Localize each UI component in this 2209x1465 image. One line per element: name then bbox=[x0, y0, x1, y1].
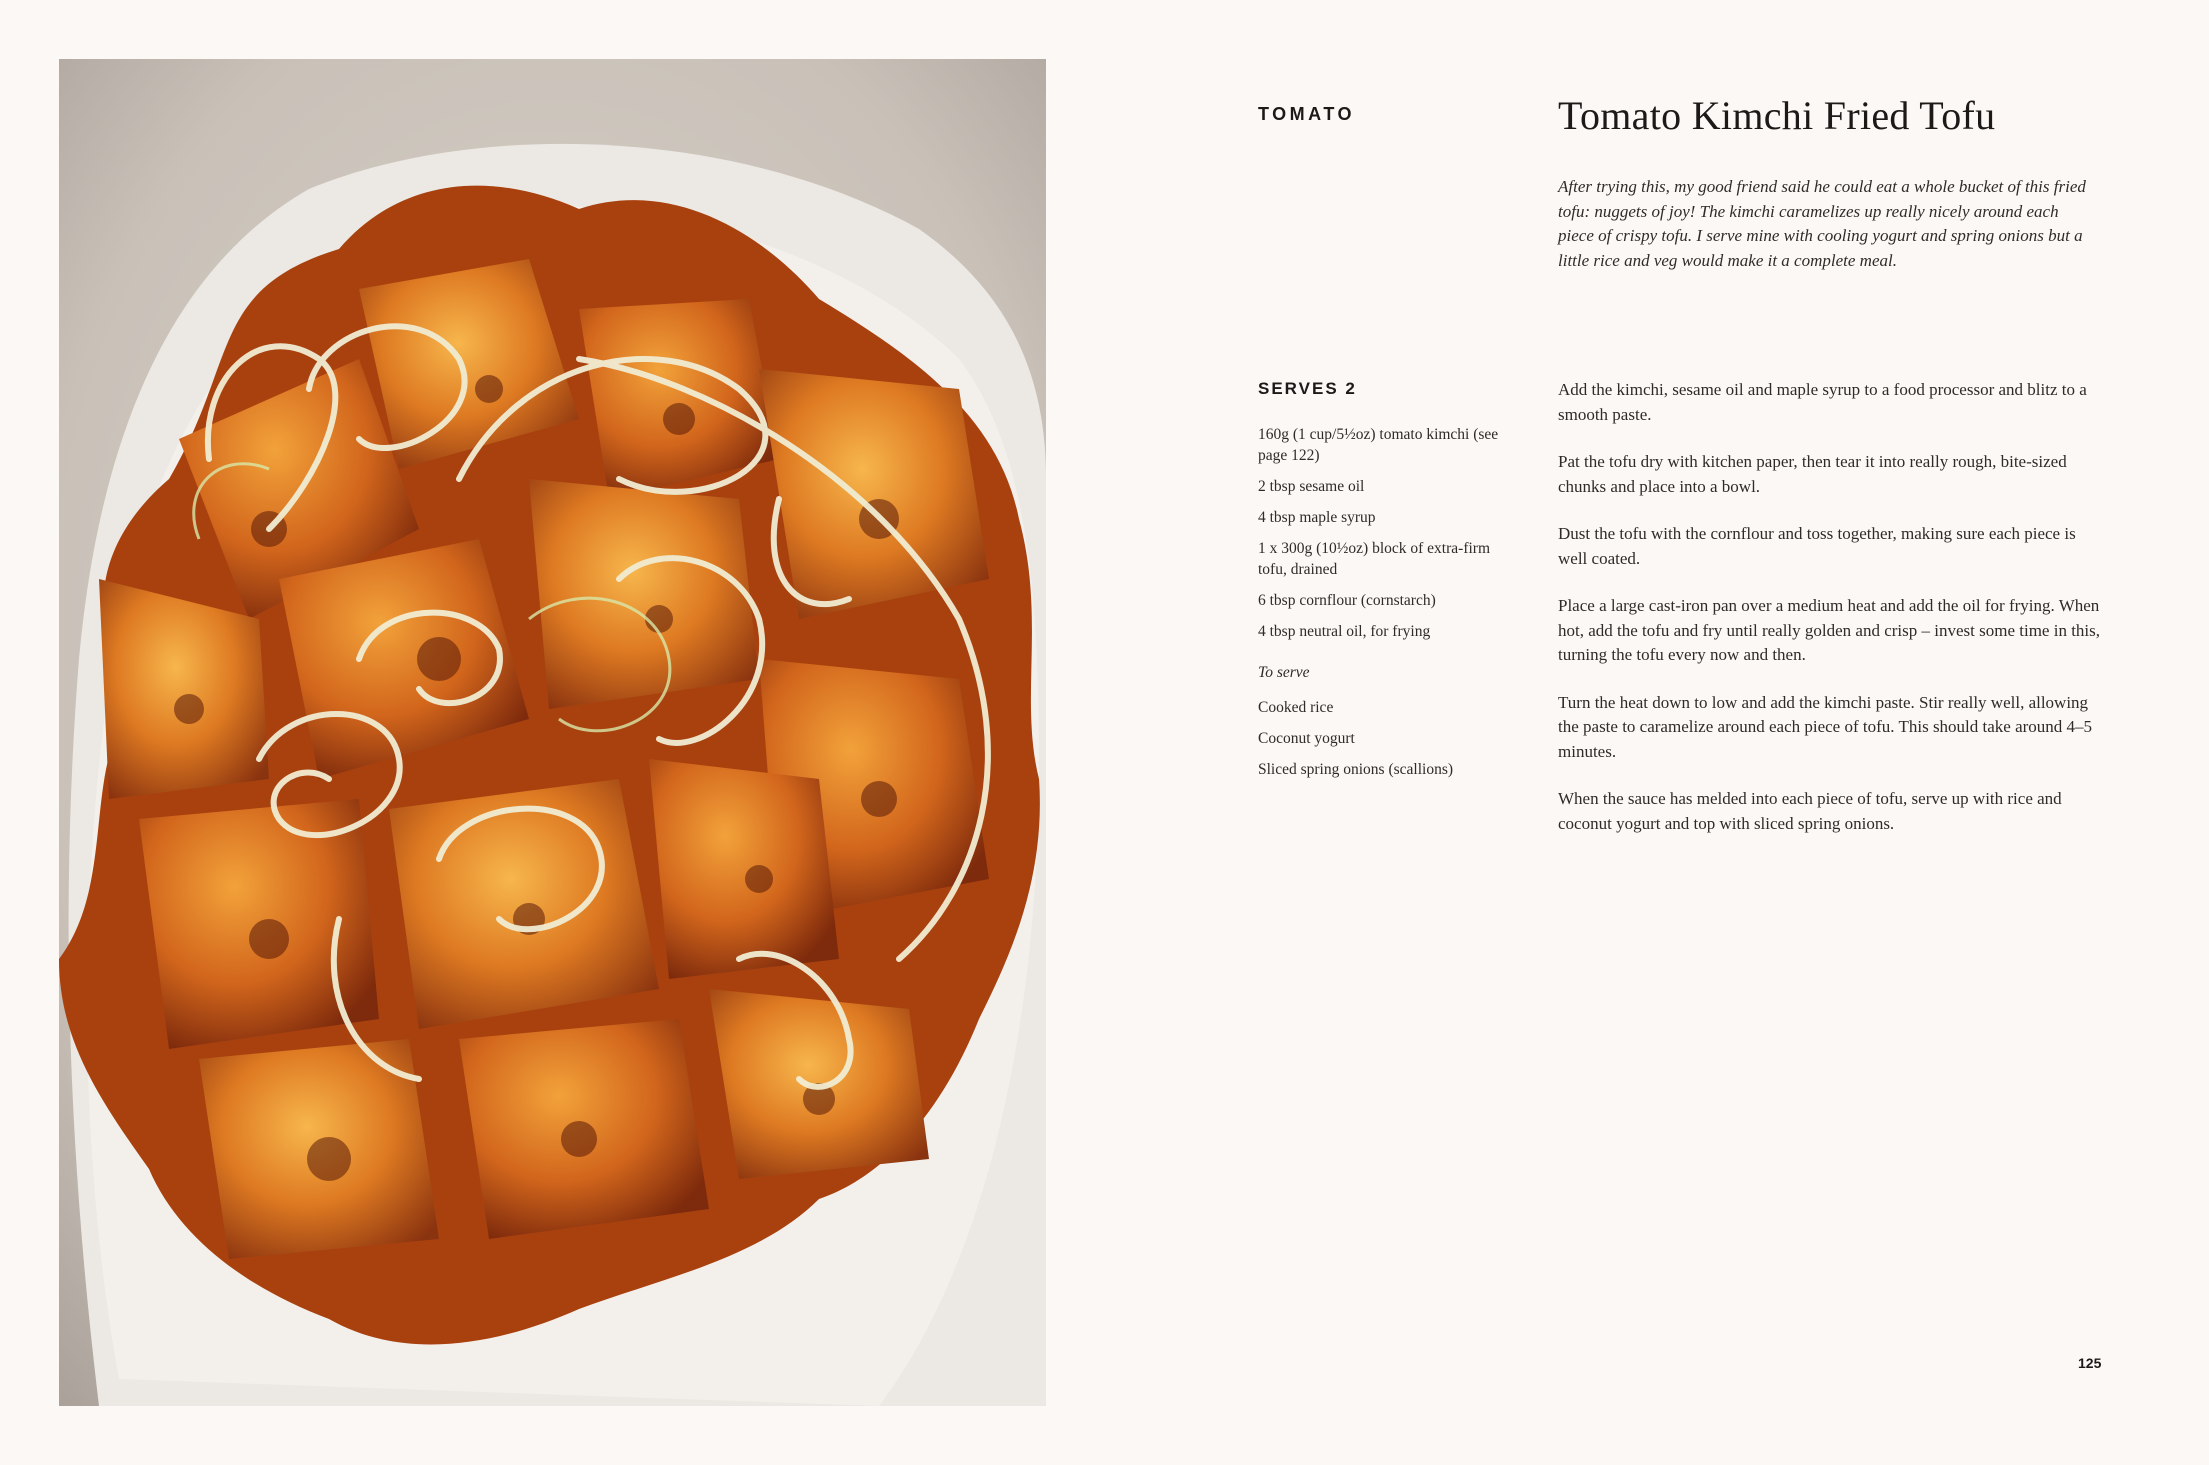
page-number: 125 bbox=[2078, 1355, 2102, 1371]
recipe-title: Tomato Kimchi Fried Tofu bbox=[1558, 93, 1996, 138]
to-serve-list bbox=[1258, 697, 1518, 790]
to-serve-item: Cooked rice bbox=[1258, 699, 1334, 716]
to-serve-item: Coconut yogurt bbox=[1258, 730, 1355, 747]
method-step: Turn the heat down to low and add the kimchi paste. Stir really well, allowing the paste to caramelize around each piece of tofu. This should take around 4–5 minutes. bbox=[1558, 692, 2093, 761]
method-steps bbox=[1558, 378, 2103, 859]
ingredient-item: 4 tbsp maple syrup bbox=[1258, 509, 1376, 526]
recipe-intro: After trying this, my good friend said he could eat a whole bucket of this fried tofu: nuggets of joy! The kimchi caramelizes up really nicely around each piece of crispy tofu. I serve mine with cooling yogurt and spring onions but a little rice and veg would make it a complete meal. bbox=[1558, 177, 2086, 270]
method-step: Place a large cast-iron pan over a medium heat and add the oil for frying. When hot, add the tofu and fry until really golden and crisp – invest some time in this, turning the tofu every now and then. bbox=[1558, 596, 2101, 664]
to-serve-heading: To serve bbox=[1258, 664, 1310, 681]
ingredient-item: 6 tbsp cornflour (cornstarch) bbox=[1258, 592, 1436, 609]
method-step: Dust the tofu with the cornflour and toss together, making sure each piece is well coated. bbox=[1558, 524, 2076, 568]
method-step: Pat the tofu dry with kitchen paper, then tear it into really rough, bite-sized chunks and place into a bowl. bbox=[1558, 452, 2067, 496]
ingredient-list bbox=[1258, 424, 1518, 652]
food-photo bbox=[59, 59, 1046, 1406]
category-label: TOMATO bbox=[1258, 104, 1355, 124]
ingredient-item: 1 x 300g (10½oz) block of extra-firm tofu, drained bbox=[1258, 540, 1491, 578]
ingredient-item: 2 tbsp sesame oil bbox=[1258, 478, 1365, 495]
serves-label: SERVES 2 bbox=[1258, 379, 1357, 398]
method-step: Add the kimchi, sesame oil and maple syrup to a food processor and blitz to a smooth paste. bbox=[1558, 380, 2087, 424]
ingredient-item: 160g (1 cup/5½oz) tomato kimchi (see page 122) bbox=[1258, 426, 1499, 464]
fried-tofu-dish-illustration bbox=[59, 59, 1046, 1406]
to-serve-item: Sliced spring onions (scallions) bbox=[1258, 761, 1454, 778]
ingredient-item: 4 tbsp neutral oil, for frying bbox=[1258, 623, 1431, 640]
method-step: When the sauce has melded into each piece of tofu, serve up with rice and coconut yogurt and top with sliced spring onions. bbox=[1558, 789, 2062, 833]
